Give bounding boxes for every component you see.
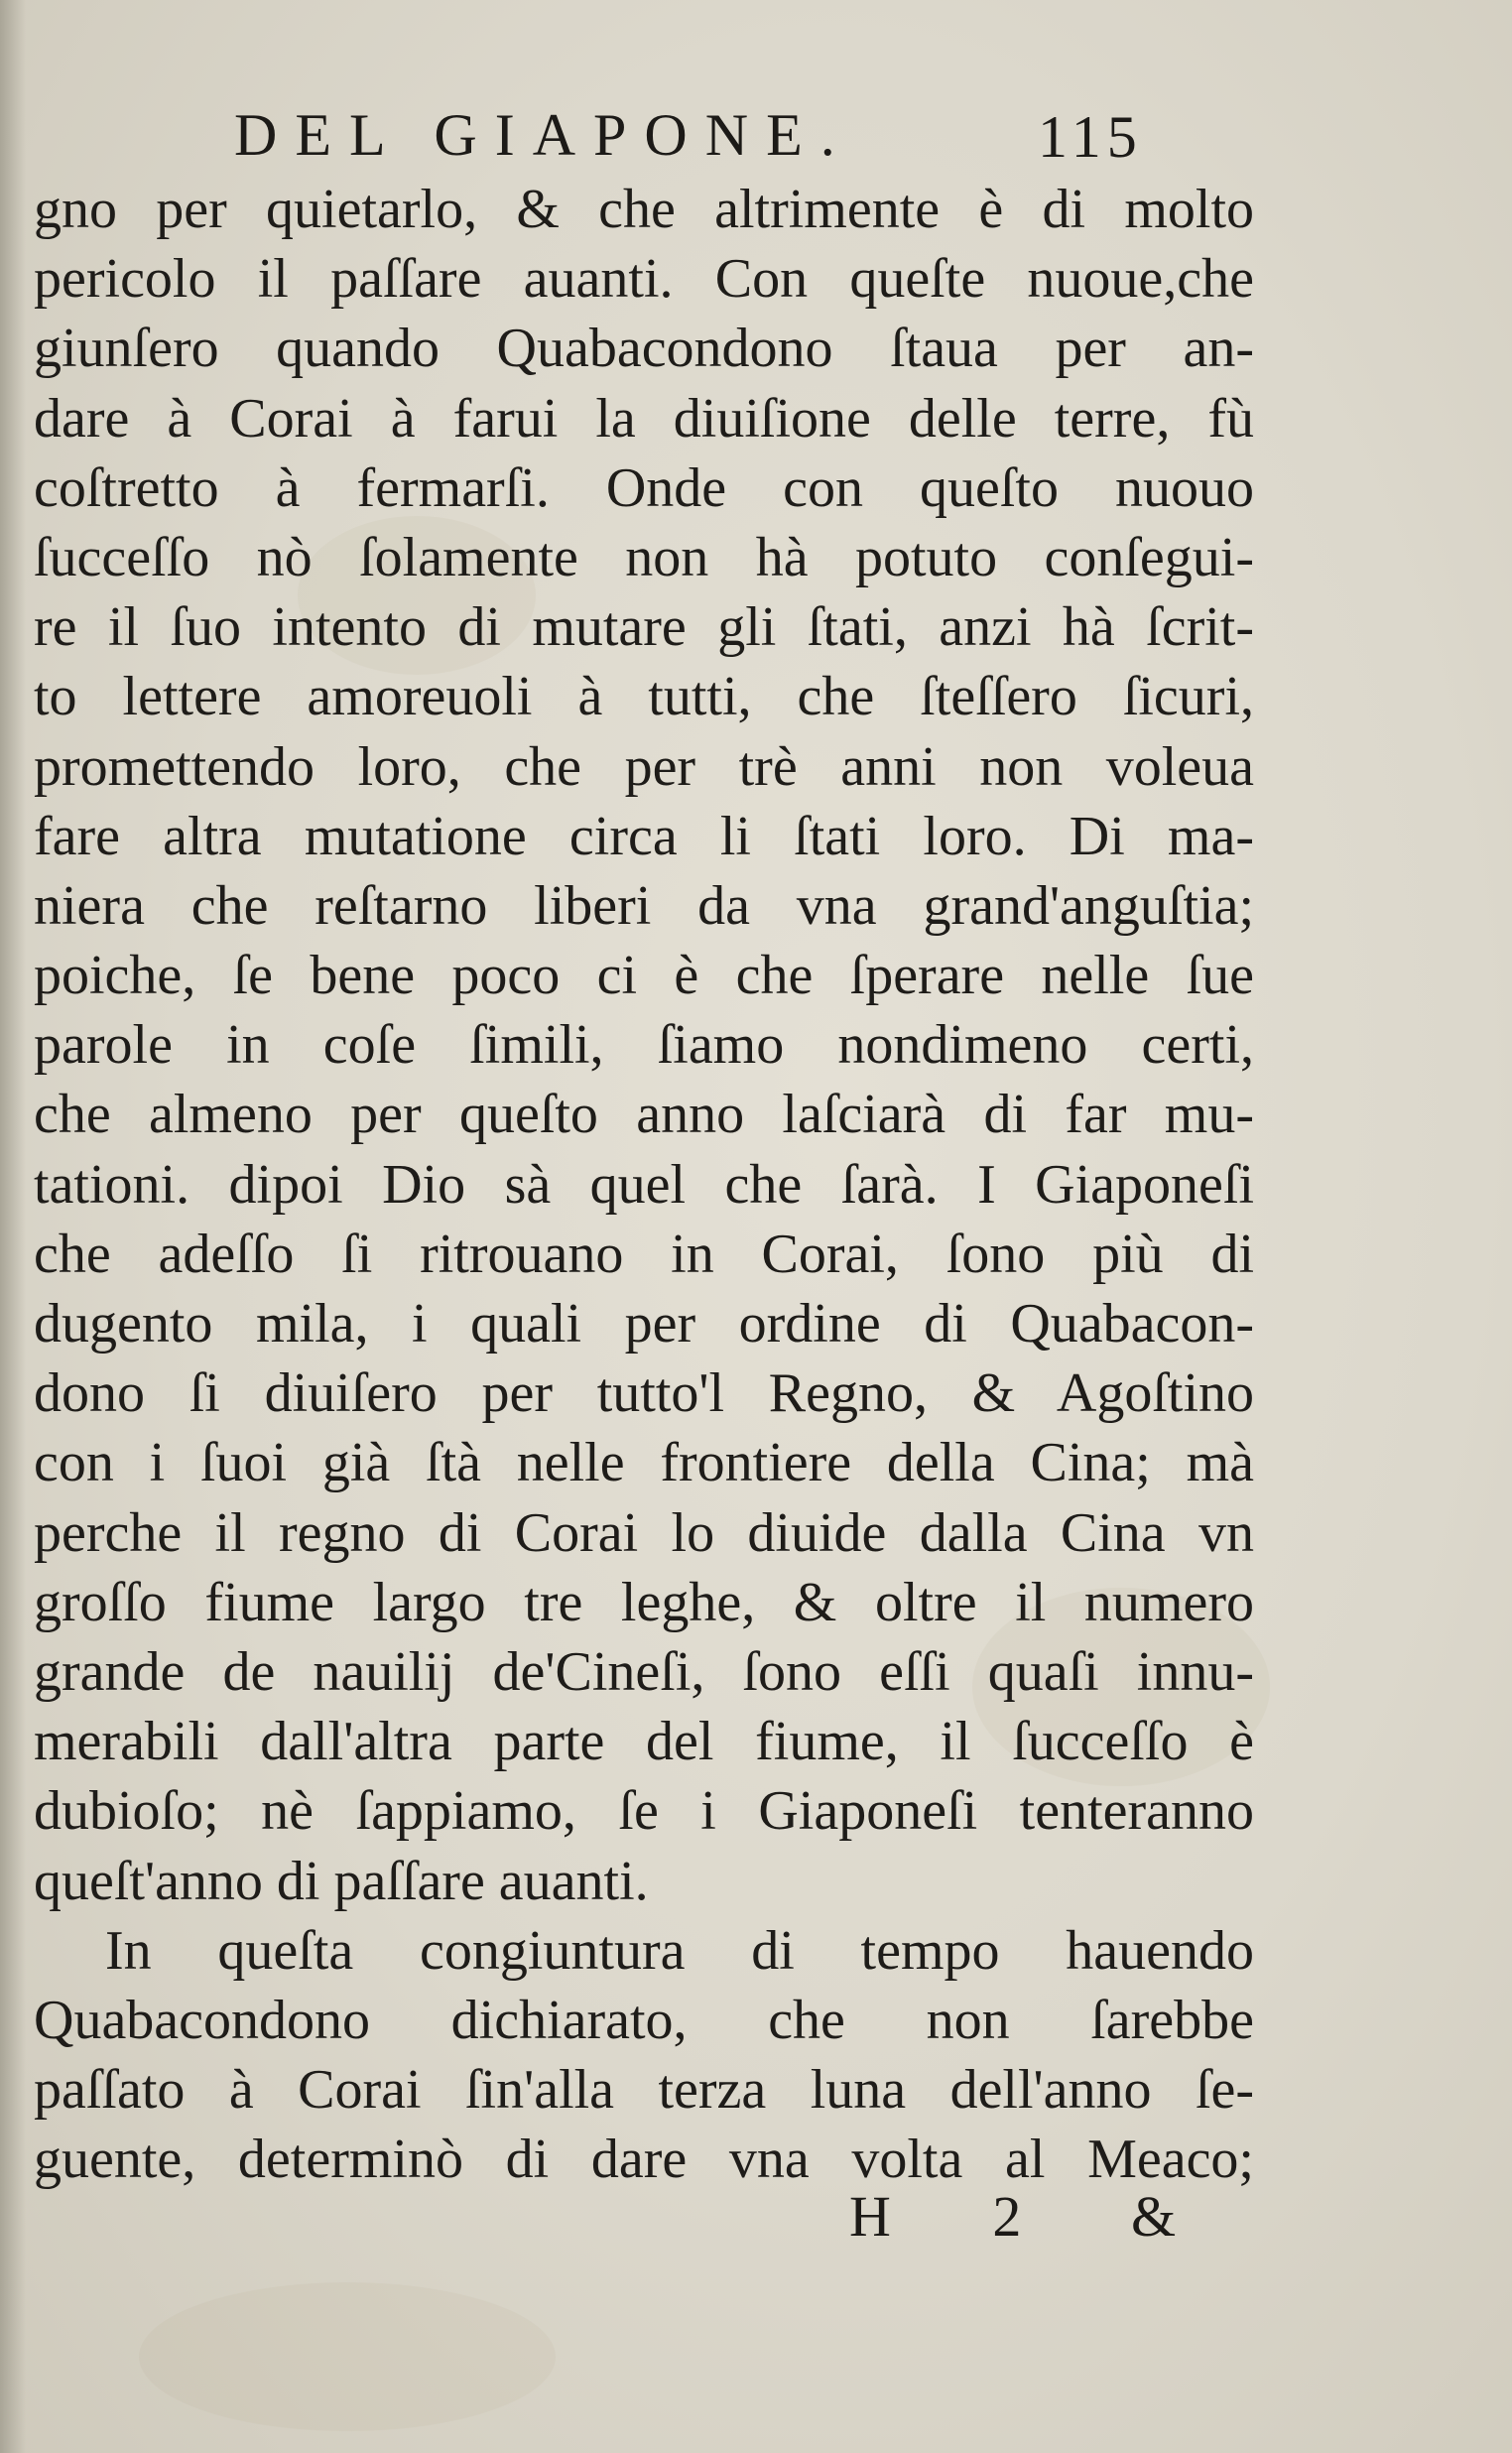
text-line: grande de nauilij de'Cineſi, ſono eſſi quaſi innu-: [34, 1640, 1254, 1703]
text-line: perche il regno di Corai lo diuide dalla Cina vn: [34, 1501, 1254, 1564]
text-line: guente, determinò di dare vna volta al Meaco;: [34, 2129, 1254, 2191]
text-line: Quabacondono dichiarato, che non ſarebbe: [34, 1989, 1254, 2051]
text-line: con i ſuoi già ſtà nelle frontiere della Cina; mà: [34, 1432, 1254, 1494]
text-line: tationi. dipoi Dio sà quel che ſarà. I Giaponeſi: [34, 1153, 1254, 1216]
text-line: re il ſuo intento di mutare gli ſtati, anzi hà ſcrit-: [34, 596, 1254, 659]
text-line: groſſo fiume largo tre leghe, & oltre il numero: [34, 1571, 1254, 1633]
text-line: che almeno per queſto anno laſciarà di far mu-: [34, 1084, 1254, 1146]
text-line: merabili dall'altra parte del fiume, il ſucceſſo è: [34, 1711, 1254, 1773]
text-line: coſtretto à fermarſi. Onde con queſto nuouo: [34, 456, 1254, 519]
page-header: [0, 101, 1512, 171]
text-line: gno per quietarlo, & che altrimente è di molto: [34, 179, 1254, 240]
text-line: promettendo loro, che per trè anni non voleua: [34, 735, 1254, 798]
text-line: paſſato à Corai ſin'alla terza luna dell'anno ſe-: [34, 2059, 1254, 2122]
text-line: niera che reſtarno liberi da vna grand'anguſtia;: [34, 874, 1254, 937]
text-line: ſucceſſo nò ſolamente non hà potuto conſegui-: [34, 526, 1254, 588]
text-line: dono ſi diuiſero per tutto'l Regno, & Agoſtino: [34, 1362, 1254, 1425]
body-text: [34, 175, 1254, 2194]
text-line: queſt'anno di paſſare auanti.: [34, 1850, 649, 1912]
text-line: parole in coſe ſimili, ſiamo nondimeno certi,: [34, 1014, 1254, 1077]
text-line: poiche, ſe bene poco ci è che ſperare nelle ſue: [34, 945, 1254, 1007]
running-title: DEL GIAPONE.: [234, 102, 853, 168]
text-line: dugento mila, i quali per ordine di Quabacon-: [34, 1293, 1254, 1355]
signature-mark: H 2: [849, 2184, 1066, 2249]
text-line: che adeſſo ſi ritrouano in Corai, ſono più di: [34, 1223, 1254, 1285]
text-line: dare à Corai à farui la diuiſione delle terre, fù: [34, 387, 1254, 450]
page-number: 115: [1038, 104, 1143, 170]
paper-stain: [139, 2282, 556, 2431]
page-footer: [0, 2183, 1512, 2262]
text-line: to lettere amoreuoli à tutti, che ſteſſero ſicuri,: [34, 666, 1254, 728]
text-line: In queſta congiuntura di tempo hauendo: [105, 1919, 1254, 1982]
text-line: giunſero quando Quabacondono ſtaua per an-: [34, 318, 1254, 380]
text-line: pericolo il paſſare auanti. Con queſte nuoue,che: [34, 248, 1254, 311]
text-line: dubioſo; nè ſappiamo, ſe i Giaponeſi tenteranno: [34, 1780, 1254, 1843]
catchword: &: [1131, 2184, 1177, 2249]
gutter-shadow: [0, 0, 26, 2453]
text-line: fare altra mutatione circa li ſtati loro. Di ma-: [34, 805, 1254, 867]
